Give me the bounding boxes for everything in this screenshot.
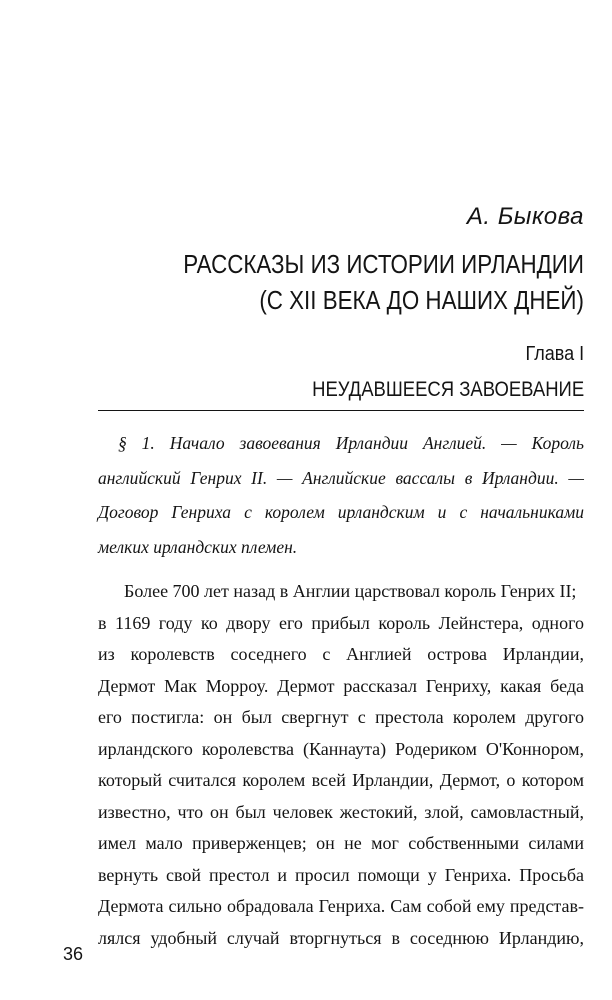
body-line: который считался королем всей Ирландии, Дермот, о котором <box>98 770 584 790</box>
body-line: в 1169 году ко двору его прибыл король Лейнстера, одного <box>98 612 584 633</box>
body-line: имел мало приверженцев; он не мог собственными силами <box>98 833 584 853</box>
chapter-title: НЕУДАВШЕЕСЯ ЗАВОЕВАНИЕ <box>311 378 584 401</box>
book-title-line: (С XII ВЕКА ДО НАШИХ ДНЕЙ) <box>259 285 584 315</box>
author-name: А. Быкова <box>466 203 584 230</box>
body-line: его постигла: он был свергнут с престола королем другого <box>98 707 584 727</box>
summary-line: английский Генрих II. — Английские вассалы в Ирландии. — <box>98 467 584 488</box>
body-line: из королевств соседнего с Англией острова Ирландии, <box>98 644 584 664</box>
chapter-divider <box>98 410 584 411</box>
book-title-line: РАССКАЗЫ ИЗ ИСТОРИИ ИРЛАНДИИ <box>183 249 584 279</box>
page-number: 36 <box>63 944 84 964</box>
body-line: известно, что он был человек жестокий, злой, самовластный, <box>98 801 584 822</box>
summary-line: мелких ирландских племен. <box>98 536 298 557</box>
body-line: Дермота сильно обрадовала Генриха. Сам собой ему представ- <box>98 896 584 916</box>
summary-line: § 1. Начало завоевания Ирландии Англией. — Король <box>118 433 584 453</box>
body-text <box>98 576 584 954</box>
body-line: Более 700 лет назад в Англии царствовал король Генрих II; <box>124 581 577 601</box>
summary-line: Договор Генриха с королем ирландским и с начальниками <box>98 502 584 522</box>
body-line: вернуть свой престол и просил помощи у Генриха. Просьба <box>98 864 584 885</box>
chapter-number: Глава I <box>525 343 584 365</box>
body-line: ирландского королевства (Каннаута) Родериком О'Коннором, <box>98 738 584 759</box>
section-summary <box>98 426 584 564</box>
body-line: лялся удобный случай вторгнуться в соседнюю Ирландию, <box>98 927 584 948</box>
body-line: Дермот Мак Морроу. Дермот рассказал Генриху, какая беда <box>98 675 584 696</box>
book-title <box>183 246 584 318</box>
